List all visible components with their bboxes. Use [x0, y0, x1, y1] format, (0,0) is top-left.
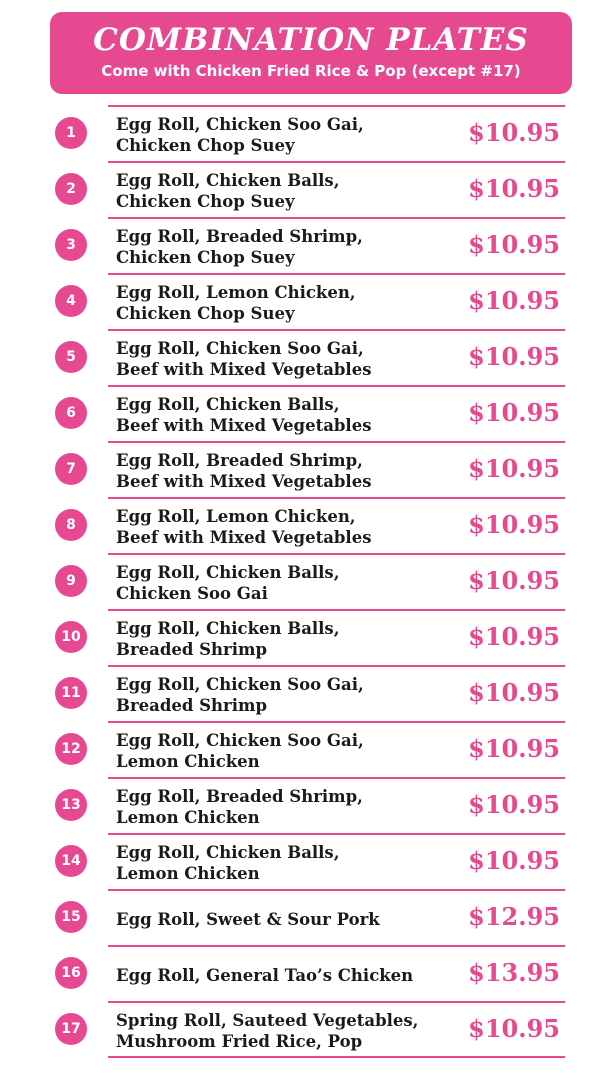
item-number-badge: 7 [55, 453, 87, 485]
divider [108, 441, 565, 443]
menu-header [50, 12, 572, 94]
menu-item [0, 833, 612, 889]
item-price: $10.95 [468, 286, 560, 315]
divider [108, 889, 565, 891]
item-price: $10.95 [468, 566, 560, 595]
item-line-2: Beef with Mixed Vegetables [116, 360, 372, 379]
item-line-1: Egg Roll, Chicken Balls, [116, 619, 340, 638]
item-description [116, 673, 446, 717]
menu-item [0, 665, 612, 721]
item-price: $10.95 [468, 342, 560, 371]
divider [108, 161, 565, 163]
item-number-badge: 9 [55, 565, 87, 597]
item-number-badge: 14 [55, 845, 87, 877]
item-line-2: Chicken Chop Suey [116, 304, 295, 323]
item-price: $10.95 [468, 230, 560, 259]
menu-item [0, 329, 612, 385]
item-number-badge: 2 [55, 173, 87, 205]
item-price: $10.95 [468, 734, 560, 763]
item-line-1: Egg Roll, Lemon Chicken, [116, 507, 356, 526]
menu-item [0, 889, 612, 945]
item-line-1: Egg Roll, Sweet & Sour Pork [116, 909, 380, 929]
item-line-1: Egg Roll, Breaded Shrimp, [116, 451, 363, 470]
menu-item [0, 1001, 612, 1057]
item-number-badge: 11 [55, 677, 87, 709]
menu-item [0, 105, 612, 161]
item-description [116, 841, 446, 885]
divider [108, 329, 565, 331]
divider [108, 777, 565, 779]
divider [108, 665, 565, 667]
item-line-2: Chicken Soo Gai [116, 584, 268, 603]
item-description [116, 505, 446, 549]
item-number-badge: 13 [55, 789, 87, 821]
menu-item [0, 497, 612, 553]
menu-item [0, 441, 612, 497]
item-description [116, 225, 446, 269]
item-price: $10.95 [468, 118, 560, 147]
item-description [116, 785, 446, 829]
item-line-2: Breaded Shrimp [116, 640, 268, 659]
item-line-2: Beef with Mixed Vegetables [116, 472, 372, 491]
menu-item [0, 609, 612, 665]
item-description [116, 953, 446, 997]
item-price: $13.95 [468, 958, 560, 987]
item-line-1: Egg Roll, Chicken Soo Gai, [116, 731, 364, 750]
item-line-2: Chicken Chop Suey [116, 192, 295, 211]
menu-item [0, 217, 612, 273]
menu-item [0, 945, 612, 1001]
item-price: $10.95 [468, 678, 560, 707]
item-line-2: Beef with Mixed Vegetables [116, 416, 372, 435]
item-line-1: Egg Roll, Chicken Balls, [116, 395, 340, 414]
menu-item [0, 777, 612, 833]
item-line-1: Egg Roll, Chicken Balls, [116, 171, 340, 190]
menu-item [0, 385, 612, 441]
item-number-badge: 15 [55, 901, 87, 933]
item-description [116, 897, 446, 941]
item-description [116, 113, 446, 157]
item-line-2: Chicken Chop Suey [116, 248, 295, 267]
item-price: $10.95 [468, 510, 560, 539]
item-number-badge: 16 [55, 957, 87, 989]
item-number-badge: 10 [55, 621, 87, 653]
menu-subtitle: Come with Chicken Fried Rice & Pop (except #17) [101, 62, 521, 80]
item-description [116, 449, 446, 493]
divider [108, 273, 565, 275]
item-line-2: Chicken Chop Suey [116, 136, 295, 155]
item-price: $12.95 [468, 902, 560, 931]
item-price: $10.95 [468, 398, 560, 427]
item-line-2: Lemon Chicken [116, 808, 260, 827]
item-price: $10.95 [468, 1014, 560, 1043]
item-description [116, 1009, 446, 1053]
item-number-badge: 5 [55, 341, 87, 373]
divider [108, 497, 565, 499]
divider [108, 945, 565, 947]
item-line-1: Egg Roll, Chicken Balls, [116, 843, 340, 862]
item-line-1: Egg Roll, General Tao’s Chicken [116, 965, 414, 985]
item-line-1: Egg Roll, Lemon Chicken, [116, 283, 356, 302]
item-line-2: Beef with Mixed Vegetables [116, 528, 372, 547]
item-number-badge: 1 [55, 117, 87, 149]
divider [108, 721, 565, 723]
item-line-1: Egg Roll, Breaded Shrimp, [116, 227, 363, 246]
item-line-1: Egg Roll, Chicken Balls, [116, 563, 340, 582]
menu-item [0, 721, 612, 777]
divider [108, 553, 565, 555]
divider [108, 609, 565, 611]
item-line-1: Egg Roll, Breaded Shrimp, [116, 787, 363, 806]
item-line-1: Spring Roll, Sauteed Vegetables, [116, 1011, 419, 1030]
item-description [116, 393, 446, 437]
item-description [116, 729, 446, 773]
menu-title: COMBINATION PLATES [93, 22, 529, 58]
item-price: $10.95 [468, 174, 560, 203]
item-number-badge: 12 [55, 733, 87, 765]
menu-item [0, 273, 612, 329]
menu-item [0, 161, 612, 217]
divider [108, 217, 565, 219]
item-description [116, 561, 446, 605]
item-price: $10.95 [468, 622, 560, 651]
menu-item [0, 553, 612, 609]
item-number-badge: 4 [55, 285, 87, 317]
item-number-badge: 3 [55, 229, 87, 261]
divider [108, 105, 565, 107]
item-line-1: Egg Roll, Chicken Soo Gai, [116, 115, 364, 134]
item-description [116, 281, 446, 325]
item-description [116, 617, 446, 661]
item-number-badge: 8 [55, 509, 87, 541]
divider [108, 385, 565, 387]
item-price: $10.95 [468, 790, 560, 819]
item-price: $10.95 [468, 454, 560, 483]
item-line-2: Breaded Shrimp [116, 696, 268, 715]
divider [108, 1056, 565, 1058]
item-number-badge: 6 [55, 397, 87, 429]
item-line-2: Mushroom Fried Rice, Pop [116, 1032, 363, 1051]
item-description [116, 169, 446, 213]
item-description [116, 337, 446, 381]
item-line-1: Egg Roll, Chicken Soo Gai, [116, 675, 364, 694]
item-number-badge: 17 [55, 1013, 87, 1045]
item-line-2: Lemon Chicken [116, 752, 260, 771]
item-line-2: Lemon Chicken [116, 864, 260, 883]
item-line-1: Egg Roll, Chicken Soo Gai, [116, 339, 364, 358]
item-price: $10.95 [468, 846, 560, 875]
divider [108, 1001, 565, 1003]
divider [108, 833, 565, 835]
